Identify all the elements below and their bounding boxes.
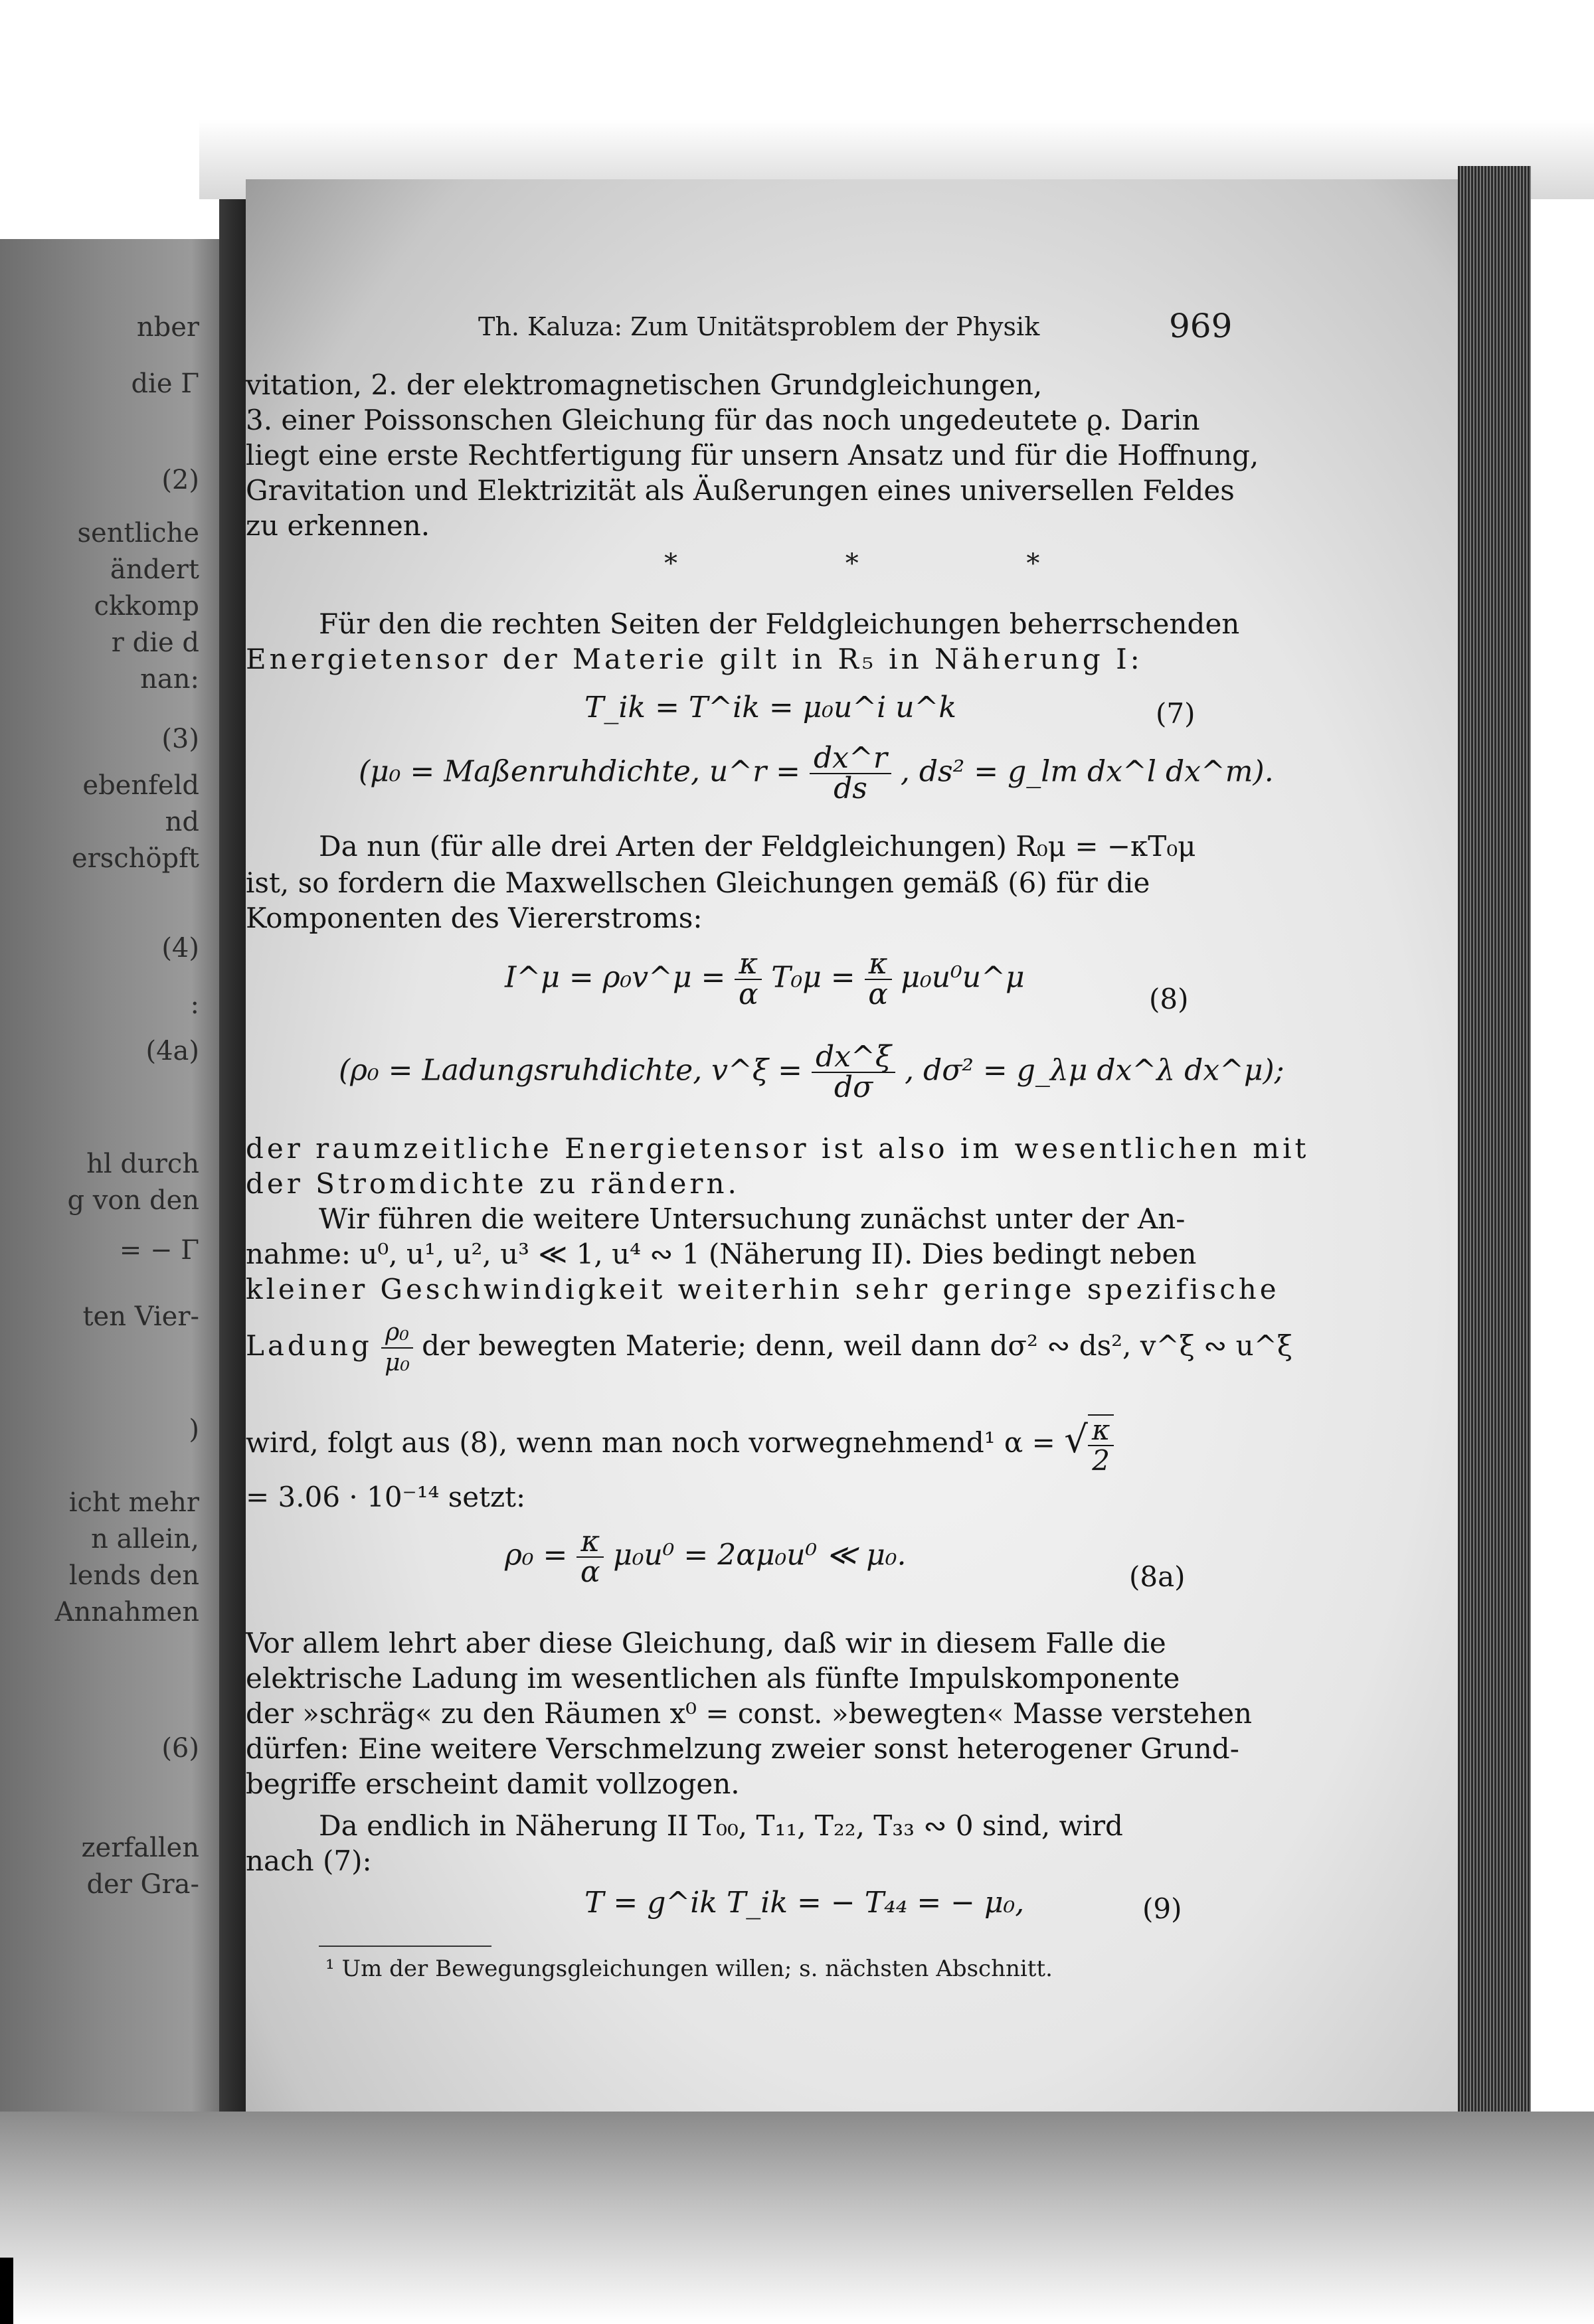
numerator: ρ₀ [381, 1318, 413, 1349]
equation-number: (8) [1149, 983, 1189, 1015]
eq-text: (ρ₀ = Ladungsruhdichte, v^ξ = [339, 1053, 802, 1088]
numerator: dx^ξ [812, 1042, 895, 1073]
fraction [1088, 1414, 1114, 1475]
text-line: dürfen: Eine weitere Verschmelzung zweier sonst heterogener Grund- [246, 1732, 1239, 1765]
text-line: zu erkennen. [246, 509, 430, 542]
numerator: dx^r [810, 744, 891, 774]
text-line: kleiner Geschwindigkeit weiterhin sehr geringe spezifische [246, 1273, 1280, 1305]
left-page-fragment: ändert [110, 554, 199, 585]
text-line: Energietensor der Materie gilt in R₅ in Näherung I: [246, 643, 1143, 675]
fraction [576, 1527, 604, 1587]
left-page-fragment: zerfallen [81, 1833, 199, 1863]
text-line: Da nun (für alle drei Arten der Feldgleichungen) R₀μ = −κT₀μ [319, 830, 1196, 863]
denominator: 2 [1092, 1444, 1110, 1477]
left-page-fragment: ckkomp [94, 591, 199, 622]
equation-number: (7) [1156, 697, 1196, 730]
left-page-fragment: lends den [68, 1560, 199, 1591]
text-line: Wir führen die weitere Untersuchung zunächst unter der An- [319, 1203, 1186, 1235]
equation-9: T = g^ik T_ik = − T₄₄ = − μ₀, [584, 1886, 1025, 1920]
fraction [865, 947, 892, 1011]
left-page-fragment: nber [136, 312, 199, 343]
left-page-fragment: (4a) [145, 1036, 199, 1066]
text-line: 3. einer Poissonschen Gleichung für das noch ungedeutete ϱ. Darin [246, 404, 1200, 436]
left-page-fragment: ) [189, 1414, 199, 1445]
eq-text: wird, folgt aus (8), wenn man noch vorwegnehmend¹ α = [246, 1426, 1055, 1459]
text-line: der Stromdichte zu rändern. [246, 1167, 740, 1200]
page-edges [1458, 166, 1531, 2131]
denominator: α [868, 977, 888, 1011]
equation-8 [505, 947, 1025, 1011]
numerator: κ [865, 950, 892, 980]
left-page-fragment: sentliche [77, 518, 199, 548]
denominator: α [580, 1555, 600, 1589]
text-line: nach (7): [246, 1845, 372, 1877]
left-page-fragment: (6) [161, 1733, 199, 1764]
left-page-fragment: ebenfeld [82, 770, 199, 801]
text-line: Vor allem lehrt aber diese Gleichung, daß wir in diesem Falle die [246, 1627, 1166, 1659]
text-line: nahme: u⁰, u¹, u², u³ ≪ 1, u⁴ ∾ 1 (Näherung II). Dies bedingt neben [246, 1238, 1197, 1270]
corner-mark [0, 2258, 13, 2324]
left-page-fragment: : [190, 989, 199, 1020]
eq-text: (μ₀ = Maßenruhdichte, u^r = [359, 754, 801, 789]
equation-7-definitions [359, 741, 1274, 805]
text-line: Für den die rechten Seiten der Feldgleichungen beherrschenden [319, 608, 1240, 640]
denominator: dσ [834, 1070, 873, 1104]
numerator: κ [576, 1527, 604, 1558]
sqrt-sign: √ [1064, 1418, 1088, 1461]
equation-8-definitions [339, 1042, 1284, 1102]
eq-text: , dσ² = g_λμ dx^λ dx^μ); [905, 1053, 1284, 1088]
top-shadow [199, 0, 1594, 199]
footnote-rule [319, 1946, 491, 1947]
equation-number: (8a) [1129, 1560, 1186, 1593]
text-line: der »schräg« zu den Räumen x⁰ = const. »bewegten« Masse verstehen [246, 1697, 1253, 1730]
denominator: ds [834, 772, 867, 805]
left-page-fragment: nan: [140, 664, 199, 695]
bottom-shadow [0, 2112, 1594, 2324]
left-page-fragment: = − Γ [119, 1235, 199, 1266]
left-page-fragment: der Gra- [86, 1869, 199, 1900]
footnote: ¹ Um der Bewegungsgleichungen willen; s. nächsten Abschnitt. [325, 1955, 1053, 1982]
left-page-fragment: hl durch [86, 1149, 199, 1179]
text-line: Gravitation und Elektrizität als Äußerungen eines universellen Feldes [246, 474, 1235, 507]
left-page-fragment: r die d [111, 627, 199, 658]
eq-text: ρ₀ = [505, 1538, 568, 1572]
eq-text: Ladung [246, 1329, 373, 1362]
left-page-fragment: n allein, [91, 1524, 199, 1554]
eq-text: T₀μ = [771, 960, 855, 995]
eq-text: μ₀u⁰ = 2αμ₀u⁰ ≪ μ₀. [613, 1538, 907, 1572]
fraction [381, 1318, 413, 1378]
numerator: κ [735, 950, 762, 980]
fraction [810, 741, 891, 805]
equation-8a [505, 1527, 906, 1587]
left-page-fragment: (4) [161, 933, 199, 963]
left-page-fragment: Annahmen [54, 1597, 199, 1627]
left-page-fragment: erschöpft [71, 843, 199, 874]
numerator: κ [1088, 1416, 1114, 1446]
running-title: Th. Kaluza: Zum Unitätsproblem der Physik [478, 312, 1040, 341]
fraction [735, 947, 762, 1011]
equation-7: T_ik = T^ik = μ₀u^i u^k [584, 691, 957, 724]
left-page-fragment: g von den [67, 1185, 199, 1216]
left-page-fragment: (2) [161, 465, 199, 495]
left-page-fragment: icht mehr [68, 1487, 199, 1518]
equation-number: (9) [1142, 1892, 1182, 1925]
fraction [812, 1042, 895, 1102]
text-line: vitation, 2. der elektromagnetischen Grundgleichungen, [246, 369, 1043, 401]
text-line: Komponenten des Viererstroms: [246, 902, 703, 934]
text-line-charge [246, 1318, 1293, 1378]
text-line: elektrische Ladung im wesentlichen als fünfte Impulskomponente [246, 1662, 1180, 1695]
text-line-alpha [246, 1414, 1242, 1475]
eq-text: der bewegten Materie; denn, weil dann dσ² ∾ ds², v^ξ ∾ u^ξ [422, 1329, 1293, 1362]
left-page-fragment: ten Vier- [82, 1301, 199, 1332]
left-page-fragment: nd [165, 807, 199, 837]
denominator: μ₀ [385, 1349, 410, 1376]
denominator: α [738, 977, 758, 1011]
eq-text: I^μ = ρ₀v^μ = [505, 960, 726, 995]
left-page-fragment: (3) [161, 724, 199, 754]
text-line: begriffe erscheint damit vollzogen. [246, 1768, 740, 1800]
text-line: liegt eine erste Rechtfertigung für unsern Ansatz und für die Hoffnung, [246, 439, 1259, 471]
eq-text: μ₀u⁰u^μ [901, 960, 1025, 995]
text-line: Da endlich in Näherung II T₀₀, T₁₁, T₂₂, T₃₃ ∾ 0 sind, wird [319, 1809, 1123, 1842]
section-stars: * * * [664, 548, 1120, 579]
text-line: = 3.06 · 10⁻¹⁴ setzt: [246, 1481, 526, 1513]
page-number: 969 [1169, 307, 1233, 345]
eq-text: , ds² = g_lm dx^l dx^m). [900, 754, 1274, 789]
text-line: ist, so fordern die Maxwellschen Gleichungen gemäß (6) für die [246, 867, 1150, 899]
text-line: der raumzeitliche Energietensor ist also im wesentlichen mit [246, 1132, 1310, 1165]
left-page-fragment: die Γ [131, 369, 199, 399]
